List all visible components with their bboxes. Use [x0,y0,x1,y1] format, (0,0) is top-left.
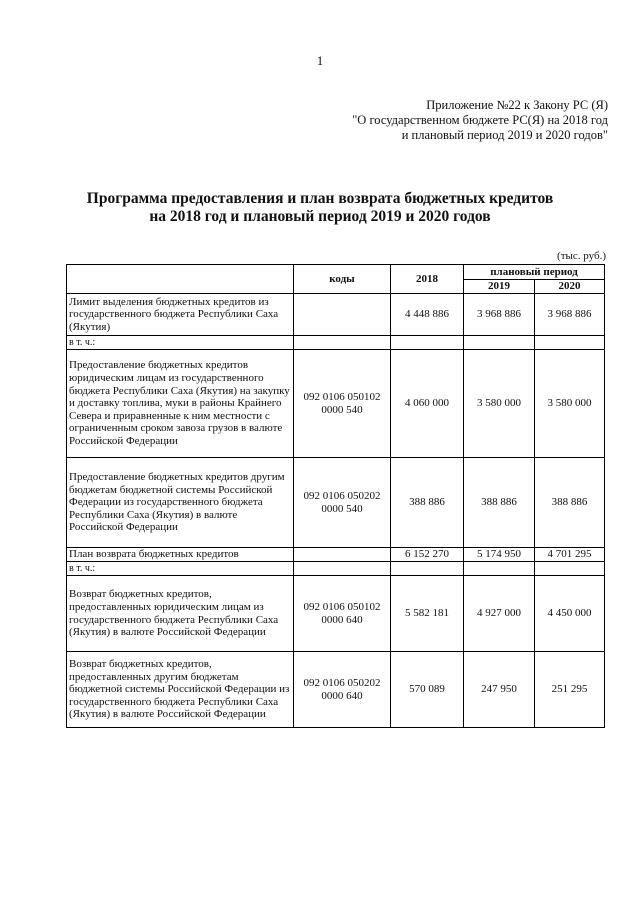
row-description: в т. ч.: [67,562,294,576]
document-title [0,190,640,226]
table-body [67,294,605,728]
appendix-line-2: "О государственном бюджете РС(Я) на 2018 год [352,113,608,127]
value-2018: 388 886 [391,458,464,548]
row-code: 092 0106 050102 0000 640 [294,576,391,652]
value-2020: 388 886 [535,458,605,548]
page-number: 1 [316,53,324,68]
appendix-line-1: Приложение №22 к Закону РС (Я) [426,98,608,112]
budget-credits-table [66,264,605,728]
value-2020: 4 701 295 [535,548,605,562]
value-2020: 251 295 [535,652,605,728]
value-2020 [535,562,605,576]
value-2019 [464,336,535,350]
header-planned-period: плановый период [464,265,605,280]
table-row [67,350,605,458]
row-code [294,548,391,562]
header-2019: 2019 [464,280,535,294]
row-code [294,562,391,576]
row-code: 092 0106 050202 0000 540 [294,458,391,548]
row-description: План возврата бюджетных кредитов [67,548,294,562]
row-code: 092 0106 050202 0000 640 [294,652,391,728]
value-2020: 4 450 000 [535,576,605,652]
table-row [67,294,605,336]
value-2020 [535,336,605,350]
row-description: Лимит выделения бюджетных кредитов из государственного бюджета Республики Саха (Якутия) [67,294,294,336]
row-description: Возврат бюджетных кредитов, предоставленных другим бюджетам бюджетной системы Российской Федерации из государственного бюджета Республики Саха (Якутия) в валюте Российской Федерации [67,652,294,728]
row-description: Предоставление бюджетных кредитов юридическим лицам из государственного бюджета Республики Саха (Якутия) на закупку и доставку топлива, муки в районы Крайнего Севера и приравненные к ним местности с ограниченным сроком завоза грузов в валюте Российской Федерации [67,350,294,458]
header-2018: 2018 [391,265,464,294]
header-2020: 2020 [535,280,605,294]
row-description: в т. ч.: [67,336,294,350]
value-2018: 6 152 270 [391,548,464,562]
row-code: 092 0106 050102 0000 540 [294,350,391,458]
value-2019: 388 886 [464,458,535,548]
value-2018: 4 448 886 [391,294,464,336]
appendix-line-3: и плановый период 2019 и 2020 годов" [401,128,608,142]
row-code [294,336,391,350]
header-codes: коды [294,265,391,294]
table-row [67,562,605,576]
row-code [294,294,391,336]
header-description [67,265,294,294]
table-row [67,576,605,652]
row-description: Предоставление бюджетных кредитов другим бюджетам бюджетной системы Российской Федерации из государственного бюджета Республики Саха (Якутия) в валюте Российской Федерации [67,458,294,548]
value-2020: 3 968 886 [535,294,605,336]
value-2019 [464,562,535,576]
value-2018: 570 089 [391,652,464,728]
value-2020: 3 580 000 [535,350,605,458]
table-row [67,458,605,548]
table-row [67,336,605,350]
title-line-2: на 2018 год и плановый период 2019 и 2020 годов [149,208,491,225]
appendix-reference [352,98,608,143]
value-2018: 4 060 000 [391,350,464,458]
table-row [67,652,605,728]
title-line-1: Программа предоставления и план возврата бюджетных кредитов [86,190,554,207]
value-2018: 5 582 181 [391,576,464,652]
value-2019: 4 927 000 [464,576,535,652]
row-description: Возврат бюджетных кредитов, предоставленных юридическим лицам из государственного бюджета Республики Саха (Якутия) в валюте Российской Федерации [67,576,294,652]
table-row [67,548,605,562]
value-2019: 247 950 [464,652,535,728]
units-label: (тыс. руб.) [557,250,606,262]
value-2018 [391,562,464,576]
value-2018 [391,336,464,350]
value-2019: 3 580 000 [464,350,535,458]
value-2019: 5 174 950 [464,548,535,562]
value-2019: 3 968 886 [464,294,535,336]
